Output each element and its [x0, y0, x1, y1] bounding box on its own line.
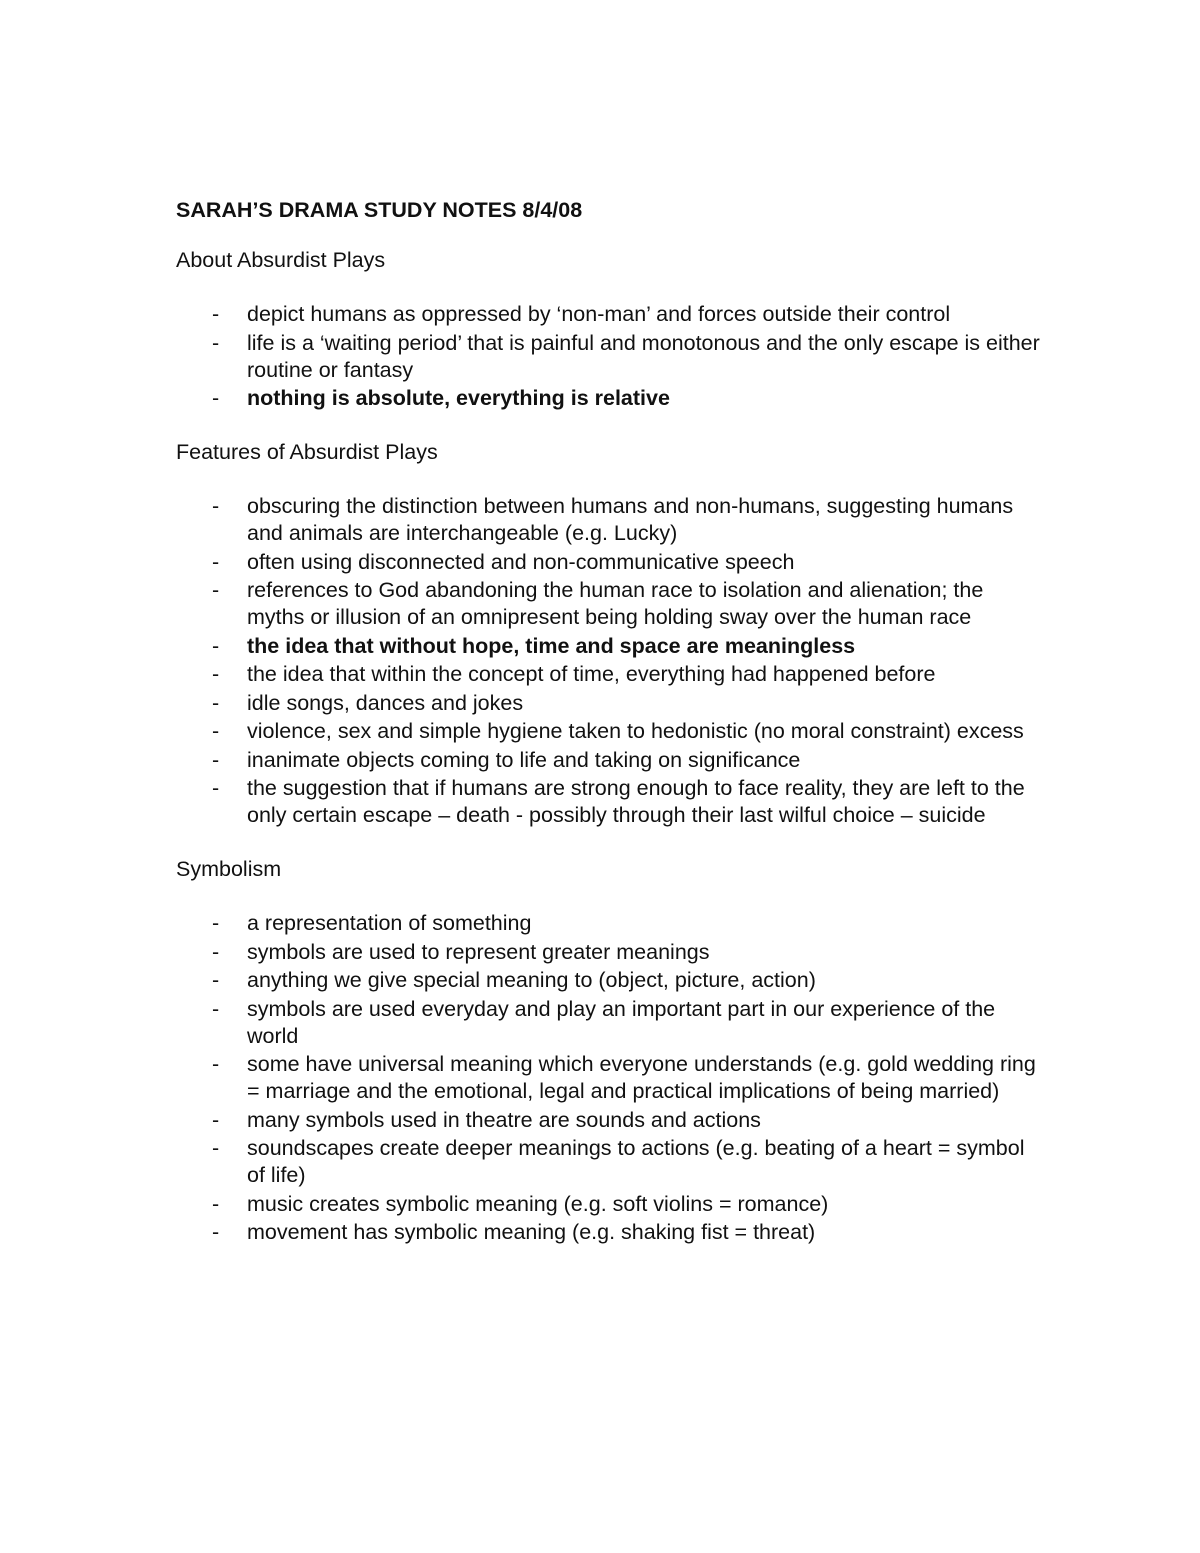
bullet-dash: -	[212, 494, 220, 518]
bullet-dash: -	[212, 1107, 220, 1132]
list-item	[176, 747, 1046, 774]
bullet-dash: -	[212, 690, 220, 715]
list-item	[176, 1219, 1046, 1246]
list-item-text: anything we give special meaning to (object, picture, action)	[247, 968, 816, 992]
list-item-text: a representation of something	[247, 911, 532, 935]
list-item-text: the idea that within the concept of time, everything had happened before	[247, 662, 936, 686]
section-heading-symbolism: Symbolism	[176, 857, 282, 881]
list-item-text: obscuring the distinction between humans and non-humans, suggesting humans and animals are interchangeable (e.g. Lucky)	[247, 494, 1014, 545]
list-item-text: the idea that without hope, time and space are meaningless	[247, 633, 856, 658]
bullet-dash: -	[212, 911, 220, 935]
list-item-text: idle songs, dances and jokes	[247, 690, 524, 715]
bullet-dash: -	[212, 939, 220, 964]
list-item-text: inanimate objects coming to life and taking on significance	[247, 747, 801, 772]
bullet-dash: -	[212, 776, 220, 800]
bullet-dash: -	[212, 747, 220, 772]
list-item-text: music creates symbolic meaning (e.g. soft violins = romance)	[247, 1191, 829, 1216]
bullet-dash: -	[212, 968, 220, 992]
list-item	[176, 661, 1046, 688]
list-item-text: symbols are used to represent greater meanings	[247, 939, 710, 964]
section-heading-features: Features of Absurdist Plays	[176, 440, 438, 464]
bullet-dash: -	[212, 549, 220, 574]
list-item	[176, 1135, 1046, 1189]
list-item-text: nothing is absolute, everything is relative	[247, 386, 670, 410]
document-title: SARAH’S DRAMA STUDY NOTES 8/4/08	[176, 198, 583, 222]
list-item	[176, 1107, 1046, 1134]
bullet-dash: -	[212, 996, 220, 1021]
bullet-dash: -	[212, 1191, 220, 1216]
list-item	[176, 549, 1046, 576]
list-item-text: references to God abandoning the human race to isolation and alienation; the myths or illusion of an omnipresent being holding sway over the human race	[247, 578, 984, 629]
bullet-dash: -	[212, 578, 220, 602]
list-item-text: movement has symbolic meaning (e.g. shaking fist = threat)	[247, 1220, 816, 1244]
section-heading-about: About Absurdist Plays	[176, 248, 386, 272]
document-page	[176, 196, 1046, 1272]
list-item-text: many symbols used in theatre are sounds and actions	[247, 1107, 761, 1132]
list-item	[176, 967, 1046, 994]
list-item	[176, 775, 1046, 829]
bullet-dash: -	[212, 1136, 220, 1160]
list-item	[176, 939, 1046, 966]
list-item	[176, 996, 1046, 1050]
bullet-dash: -	[212, 1052, 220, 1076]
section-list-features	[176, 493, 1046, 829]
list-item-text: life is a ‘waiting period’ that is painful and monotonous and the only escape is either routine or fantasy	[247, 330, 1040, 382]
list-item	[176, 1191, 1046, 1218]
section-list-about	[176, 301, 1046, 412]
list-item-emphasis	[176, 633, 1046, 660]
list-item-text: soundscapes create deeper meanings to actions (e.g. beating of a heart = symbol of life)	[247, 1136, 1025, 1187]
bullet-dash: -	[212, 302, 220, 326]
bullet-dash: -	[212, 386, 220, 410]
list-item	[176, 910, 1046, 937]
bullet-dash: -	[212, 719, 220, 743]
list-item-text: some have universal meaning which everyone understands (e.g. gold wedding ring = marriage and the emotional, legal and practical implications of being married)	[247, 1052, 1036, 1103]
list-item-text: symbols are used everyday and play an important part in our experience of the world	[247, 996, 996, 1048]
list-item	[176, 493, 1046, 547]
list-item-text: depict humans as oppressed by ‘non-man’ and forces outside their control	[247, 302, 951, 326]
list-item-text: violence, sex and simple hygiene taken to hedonistic (no moral constraint) excess	[247, 719, 1024, 743]
bullet-dash: -	[212, 330, 220, 355]
list-item	[176, 690, 1046, 717]
bullet-dash: -	[212, 662, 220, 686]
bullet-dash: -	[212, 633, 220, 658]
bullet-dash: -	[212, 1220, 220, 1244]
list-item	[176, 330, 1046, 384]
list-item	[176, 1051, 1046, 1105]
list-item	[176, 577, 1046, 631]
list-item-emphasis	[176, 385, 1046, 412]
list-item	[176, 301, 1046, 328]
list-item	[176, 718, 1046, 745]
list-item-text: often using disconnected and non-communicative speech	[247, 549, 795, 574]
list-item-text: the suggestion that if humans are strong enough to face reality, they are left to the only certain escape – death - possibly through their last wilful choice – suicide	[247, 776, 1025, 827]
section-list-symbolism	[176, 910, 1046, 1246]
